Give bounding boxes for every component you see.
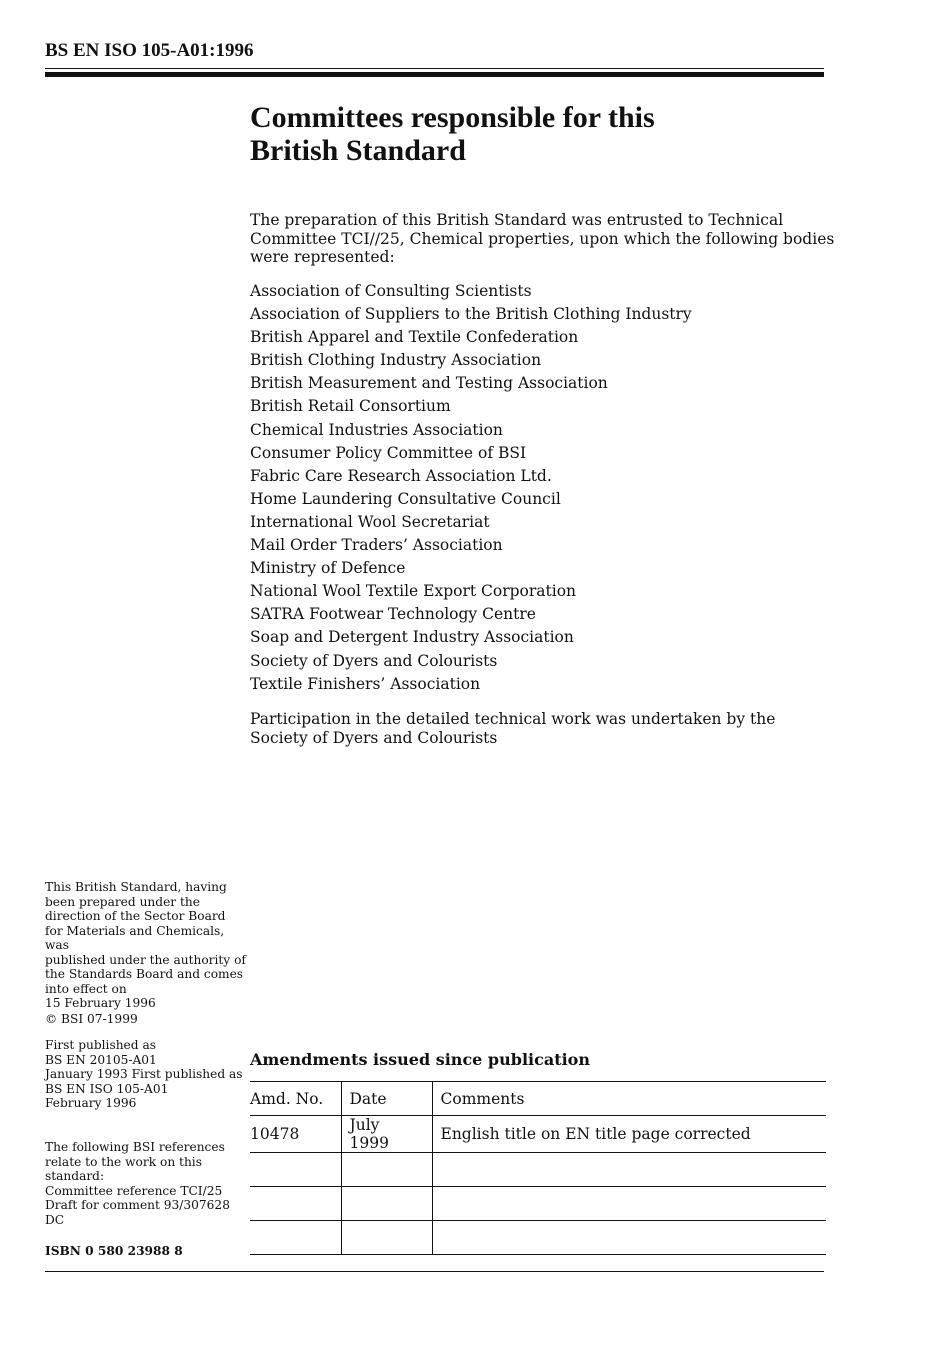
column-header-comments: Comments	[432, 1082, 826, 1116]
represented-body-item: Association of Suppliers to the British Clothing Industry	[250, 305, 692, 324]
publication-history-line: January 1993 First published as	[45, 1067, 243, 1081]
represented-body-item: Textile Finishers’ Association	[250, 674, 481, 693]
bsi-references-line: standard:	[45, 1169, 105, 1183]
page-title	[250, 101, 810, 167]
represented-body-item: SATRA Footwear Technology Centre	[250, 605, 536, 624]
publication-history-line: BS EN 20105-A01	[45, 1052, 157, 1067]
comments-cell: English title on EN title page corrected	[432, 1116, 826, 1153]
amendments-heading: Amendments issued since publication	[250, 1050, 590, 1069]
represented-body-item: Society of Dyers and Colourists	[250, 651, 498, 670]
bsi-references-line: Committee reference TCI/25	[45, 1183, 223, 1198]
amd-no-cell	[250, 1187, 341, 1221]
comments-cell	[432, 1187, 826, 1221]
document-id: BS EN ISO 105-A01:1996	[45, 40, 254, 61]
represented-body-item: Chemical Industries Association	[250, 420, 503, 439]
approval-note-line: published under the authority of	[45, 952, 246, 967]
column-header-date: Date	[341, 1082, 432, 1116]
approval-note-line: into effect on	[45, 981, 127, 996]
footer-rule	[45, 1271, 824, 1272]
amendments-body	[250, 1116, 826, 1255]
date-cell	[341, 1187, 432, 1221]
represented-bodies-list	[250, 280, 692, 696]
represented-body-item: British Retail Consortium	[250, 397, 451, 416]
table-row	[250, 1221, 826, 1255]
date-cell	[341, 1153, 432, 1187]
publication-history-line: BS EN ISO 105-A01	[45, 1081, 169, 1096]
header-rule-thick	[45, 72, 824, 77]
bsi-references-line: Draft for comment 93/307628 DC	[45, 1198, 230, 1227]
approval-note-line: the Standards Board and comes	[45, 967, 244, 981]
copyright-note: © BSI 07-1999	[45, 1012, 138, 1026]
represented-body-item: British Measurement and Testing Association	[250, 374, 608, 393]
amd-no-cell: 10478	[250, 1116, 341, 1153]
approval-note-line: direction of the Sector Board	[45, 909, 226, 923]
amd-no-cell	[250, 1153, 341, 1187]
bsi-references-line: The following BSI references	[45, 1140, 225, 1154]
table-row	[250, 1187, 826, 1221]
amd-no-cell	[250, 1221, 341, 1255]
participation-paragraph: Participation in the detailed technical work was undertaken by the Society of Dyers and Colourists	[250, 710, 776, 747]
approval-note-line: been prepared under the	[45, 894, 200, 909]
amendments-header-row	[250, 1082, 826, 1116]
isbn: ISBN 0 580 23988 8	[45, 1244, 183, 1258]
approval-note-line: 15 February 1996	[45, 996, 156, 1010]
represented-body-item: British Apparel and Textile Confederation	[250, 328, 579, 347]
represented-body-item: National Wool Textile Export Corporation	[250, 582, 577, 601]
comments-cell	[432, 1153, 826, 1187]
represented-body-item: Consumer Policy Committee of BSI	[250, 443, 527, 462]
table-row	[250, 1116, 826, 1153]
approval-note-line: This British Standard, having	[45, 880, 227, 894]
amendments-table	[250, 1081, 826, 1255]
date-cell	[341, 1221, 432, 1255]
table-row	[250, 1153, 826, 1187]
page-title-line-2: British Standard	[250, 134, 466, 167]
represented-body-item: Ministry of Defence	[250, 559, 406, 578]
intro-paragraph: The preparation of this British Standard was entrusted to Technical Committee TCI//25, Chemical properties, upon which the following bodies were represented:	[250, 211, 835, 266]
publication-history	[45, 1038, 250, 1111]
approval-note	[45, 880, 250, 1011]
column-header-amd-no: Amd. No.	[250, 1082, 341, 1116]
comments-cell	[432, 1221, 826, 1255]
represented-body-item: British Clothing Industry Association	[250, 351, 542, 370]
page-title-line-1: Committees responsible for this	[250, 101, 655, 134]
represented-body-item: International Wool Secretariat	[250, 512, 490, 531]
represented-body-item: Mail Order Traders’ Association	[250, 536, 503, 555]
represented-body-item: Home Laundering Consultative Council	[250, 489, 561, 508]
publication-history-line: February 1996	[45, 1096, 137, 1110]
header-rule-thin	[45, 68, 824, 69]
publication-history-line: First published as	[45, 1038, 156, 1052]
represented-body-item: Association of Consulting Scientists	[250, 282, 532, 300]
bsi-references	[45, 1140, 250, 1227]
date-cell: July 1999	[341, 1116, 432, 1153]
represented-body-item: Fabric Care Research Association Ltd.	[250, 466, 552, 485]
bsi-references-line: relate to the work on this	[45, 1154, 202, 1169]
represented-body-item: Soap and Detergent Industry Association	[250, 628, 574, 647]
approval-note-line: for Materials and Chemicals, was	[45, 923, 225, 952]
